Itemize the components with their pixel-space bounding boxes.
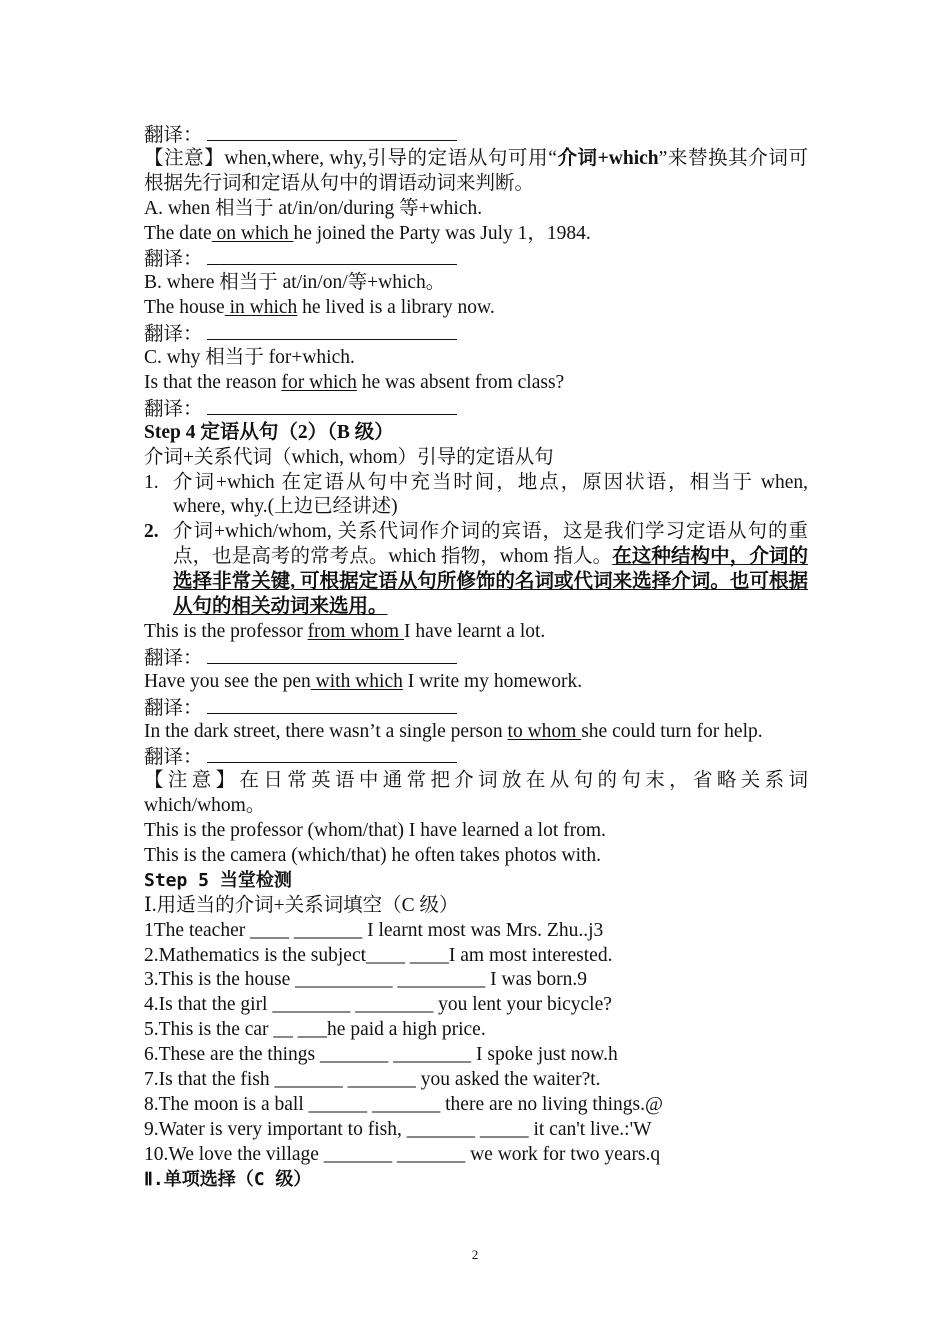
translation-label: 翻译： [144, 125, 203, 146]
exercise-item[interactable]: 9.Water is very important to fish, _______ _____ it can't live.:'W [144, 1118, 652, 1140]
exercise-item[interactable]: 7.Is that the fish _______ _______ you asked the waiter?t. [144, 1069, 601, 1091]
exercise-list [144, 919, 808, 1168]
exercise-item[interactable]: 4.Is that the girl ________ ________ you lent your bicycle? [144, 994, 612, 1016]
example-sentence: In the dark street, there wasn’t a single person to whom she could turn for help. [144, 720, 763, 742]
underlined-phrase: for which [281, 371, 357, 393]
exercise-item[interactable]: 6.These are the things _______ ________ I spoke just now.h [144, 1044, 618, 1066]
translation-line: 翻译： [144, 321, 808, 346]
exercise-item[interactable]: 10.We love the village _______ _______ we work for two years.q [144, 1143, 661, 1165]
answer-blank[interactable] [207, 321, 457, 340]
bold-phrase: 介词+which [556, 147, 659, 169]
answer-blank[interactable] [207, 645, 457, 664]
step4-heading: Step 4 定语从句（2）（B 级） [144, 421, 394, 443]
answer-blank[interactable] [207, 744, 457, 763]
example-sentence: The date on which he joined the Party was July 1，1984. [144, 222, 591, 244]
answer-blank[interactable] [207, 695, 457, 714]
rule-b: B. where 相当于 at/in/on/等+which。 [144, 272, 446, 294]
note-paragraph: 【注意】在日常英语中通常把介词放在从句的句末，省略关系词 which/whom。 [144, 770, 808, 817]
exercise-item[interactable]: 5.This is the car __ ___he paid a high price. [144, 1019, 486, 1041]
example-sentence: This is the camera (which/that) he often takes photos with. [144, 845, 602, 866]
underlined-phrase: with which [310, 670, 403, 692]
translation-line [144, 122, 808, 147]
translation-line: 翻译： [144, 396, 808, 421]
answer-blank[interactable] [207, 246, 457, 265]
step4-subtitle: 介词+关系代词（which, whom）引导的定语从句 [144, 446, 554, 468]
document-body [144, 122, 808, 1192]
underlined-phrase: from whom [307, 620, 404, 642]
section2-heading: Ⅱ.单项选择（C 级） [144, 1168, 312, 1190]
note-bracket-label: 【注意】 [144, 147, 225, 169]
exercise-item[interactable]: 1The teacher ____ _______ I learnt most was Mrs. Zhu..j3 [144, 919, 604, 941]
translation-line: 翻译： [144, 744, 808, 769]
translation-line: 翻译： [144, 695, 808, 720]
exercise-item[interactable]: 2.Mathematics is the subject____ ____I am most interested. [144, 944, 613, 966]
example-sentence: Have you see the pen with which I write my homework. [144, 670, 583, 692]
underlined-phrase: on which [211, 222, 294, 244]
underlined-phrase: to whom [507, 720, 582, 742]
exercise-item[interactable]: 8.The moon is a ball ______ _______ there are no living things.@ [144, 1093, 663, 1115]
page-number: 2 [471, 1247, 479, 1262]
example-sentence: The house in which he lived is a library now. [144, 297, 495, 319]
step5-heading: Step 5 当堂检测 [144, 869, 292, 891]
example-sentence: Is that the reason for which he was absent from class? [144, 371, 565, 393]
list-item: 2. 介词+which/whom, 关系代词作介词的宾语，这是我们学习定语从句的重点，也是高考的常考点。which 指物，whom 指人。在这种结构中，介词的选择非常关键, 可根据定语从句所修饰的名词或代词来选择介词。也可根据从句的相关动词来选用。 [144, 521, 808, 618]
translation-line: 翻译： [144, 246, 808, 271]
bold-underlined-text: 在这种结构中，介词的选择非常关键, 可根据定语从句所修饰的名词或代词来选择介词。也可根据从句的相关动词来选用。 [173, 546, 808, 618]
translation-line: 翻译： [144, 645, 808, 670]
underlined-phrase: in which [224, 297, 298, 319]
list-item: 1. 介词+which 在定语从句中充当时间，地点，原因状语，相当于 when, where, why.(上边已经讲述) [144, 471, 808, 518]
note-paragraph: 【注意】when,where, why,引导的定语从句可用“介词+which”来替换其介词可根据先行词和定语从句中的谓语动词来判断。 [144, 147, 808, 194]
exercise-item[interactable]: 3.This is the house __________ _________ I was born.9 [144, 969, 588, 991]
rule-c: C. why 相当于 for+which. [144, 347, 355, 369]
section1-heading: Ⅰ.用适当的介词+关系词填空（C 级） [144, 894, 459, 916]
rule-a: A. when 相当于 at/in/on/during 等+which. [144, 197, 483, 219]
example-sentence: This is the professor from whom I have learnt a lot. [144, 620, 546, 642]
answer-blank[interactable] [207, 122, 457, 141]
answer-blank[interactable] [207, 396, 457, 415]
example-sentence: This is the professor (whom/that) I have learned a lot from. [144, 820, 606, 842]
